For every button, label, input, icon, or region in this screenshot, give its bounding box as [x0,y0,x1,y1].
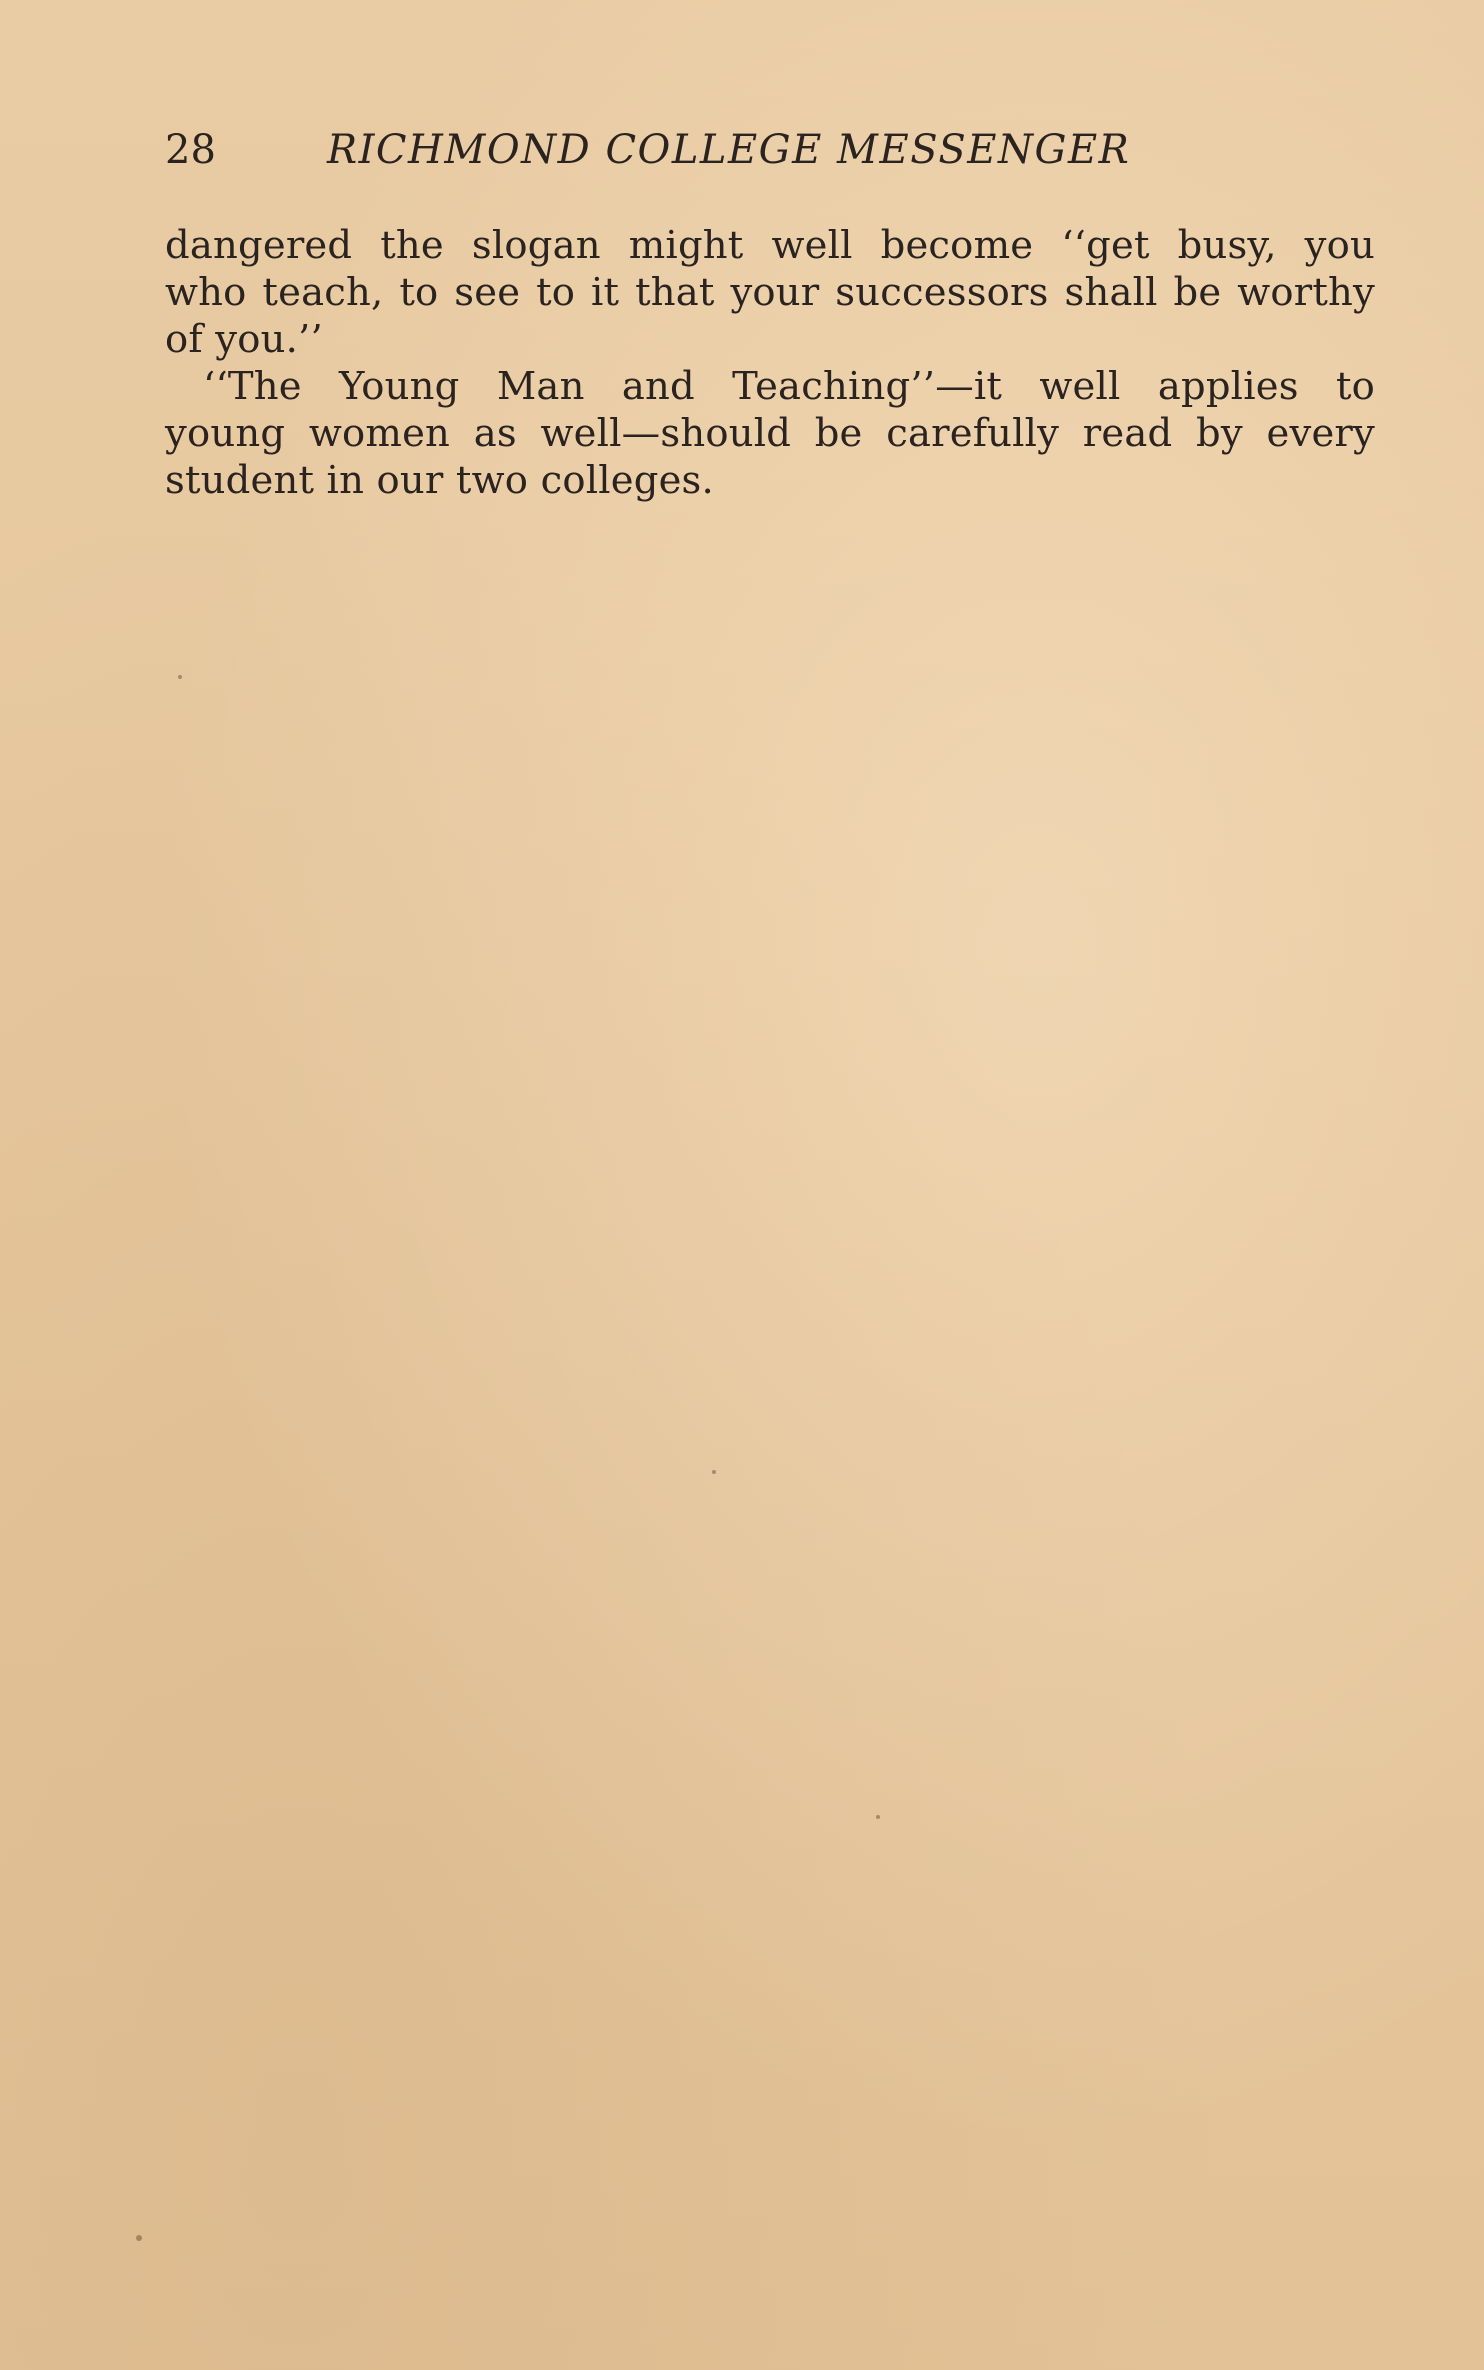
paper-speck [876,1815,880,1819]
text-line: student in our two colleges. [165,458,714,503]
page-number: 28 [165,127,216,173]
paragraph-2 [165,363,1375,504]
body-text [165,222,1375,504]
text-line: of you.’’ [165,317,323,362]
running-head [165,125,1215,175]
text-line: dangered the slogan might well become ‘‘get busy, you [165,223,1375,268]
paragraph-1 [165,222,1375,363]
text-line: ‘‘The Young Man and Teaching’’—it well applies to [203,364,1375,409]
paper-speck [712,1470,716,1474]
paper-speck [178,675,182,679]
text-line: young women as well—should be carefully read by every [165,411,1375,456]
paper-speck [136,2235,142,2241]
journal-title: RICHMOND COLLEGE MESSENGER [327,127,1131,173]
text-line: who teach, to see to it that your successors shall be worthy [165,270,1375,315]
